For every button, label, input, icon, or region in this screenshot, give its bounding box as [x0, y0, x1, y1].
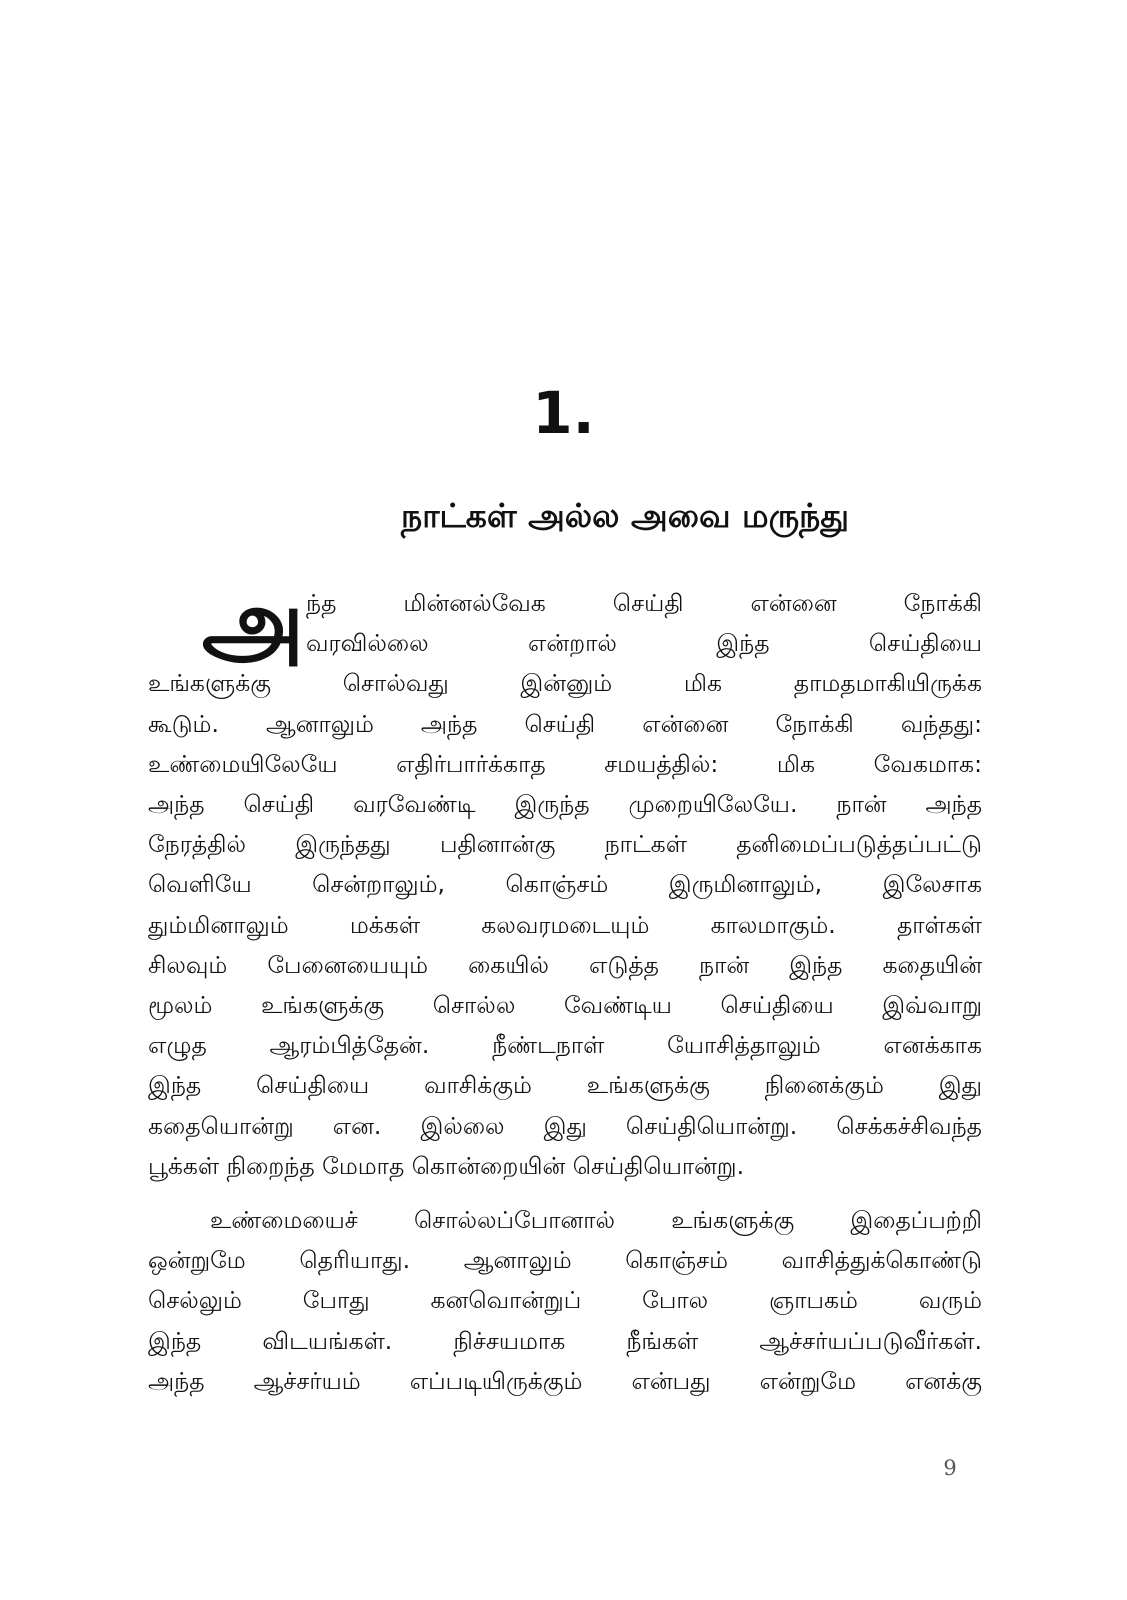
paragraph-line: இந்த செய்தியை வாசிக்கும் உங்களுக்கு நினைக்கும் இது	[148, 1071, 982, 1100]
paragraph-line: எழுத ஆரம்பித்தேன். நீண்டநாள் யோசித்தாலும் எனக்காக	[148, 1031, 982, 1060]
paragraph-line: செல்லும் போது கனவொன்றுப் போல ஞாபகம் வரும்	[148, 1286, 982, 1315]
paragraph-line: கதையொன்று என. இல்லை இது செய்தியொன்று. செக்கச்சிவந்த	[148, 1111, 982, 1140]
paragraph-line: நேரத்தில் இருந்தது பதினான்கு நாட்கள் தனிமைப்படுத்தப்பட்டு	[148, 830, 982, 859]
paragraph-line: வரவில்லை என்றால் இந்த செய்தியை	[306, 629, 982, 658]
chapter-title: நாட்கள் அல்ல அவை மருந்து	[401, 496, 849, 535]
paragraph-line: அந்த ஆச்சர்யம் எப்படியிருக்கும் என்பது என்றுமே எனக்கு	[148, 1366, 982, 1395]
paragraph-line: மூலம் உங்களுக்கு சொல்ல வேண்டிய செய்தியை இவ்வாறு	[148, 991, 982, 1020]
paragraph-2	[148, 1200, 982, 1401]
chapter-number: 1.	[532, 379, 595, 447]
paragraph-line: உண்மையிலேயே எதிர்பார்க்காத சமயத்தில்: மிக வேகமாக:	[148, 749, 982, 778]
paragraph-line: உண்மையைச் சொல்லப்போனால் உங்களுக்கு இதைப்பற்றி	[210, 1206, 982, 1234]
paragraph-line: கூடும். ஆனாலும் அந்த செய்தி என்னை நோக்கி வந்தது:	[148, 709, 982, 738]
paragraph-line: சிலவும் பேனையையும் கையில் எடுத்த நான் இந்த கதையின்	[148, 950, 982, 979]
page-number: 9	[943, 1456, 957, 1480]
paragraph-line: இந்த விடயங்கள். நிச்சயமாக நீங்கள் ஆச்சர்யப்படுவீர்கள்.	[148, 1326, 982, 1355]
paragraph-1	[148, 569, 982, 1186]
paragraph-line: ந்த மின்னல்வேக செய்தி என்னை நோக்கி	[306, 589, 982, 617]
paragraph-line: தும்மினாலும் மக்கள் கலவரமடையும் காலமாகும். தாள்கள்	[148, 910, 982, 939]
drop-cap-block	[148, 569, 982, 676]
drop-cap-letter: அ	[202, 569, 305, 676]
paragraph-line: ஒன்றுமே தெரியாது. ஆனாலும் கொஞ்சம் வாசித்துக்கொண்டு	[148, 1246, 982, 1275]
paragraph-line: அந்த செய்தி வரவேண்டி இருந்த முறையிலேயே. நான் அந்த	[148, 790, 982, 818]
paragraph-line: வெளியே சென்றாலும், கொஞ்சம் இருமினாலும், இலேசாக	[148, 870, 982, 899]
paragraph-line: உங்களுக்கு சொல்வது இன்னும் மிக தாமதமாகியிருக்க	[148, 669, 982, 698]
paragraph-line: பூக்கள் நிறைந்த மேமாத கொன்றையின் செய்தியொன்று.	[148, 1151, 745, 1180]
